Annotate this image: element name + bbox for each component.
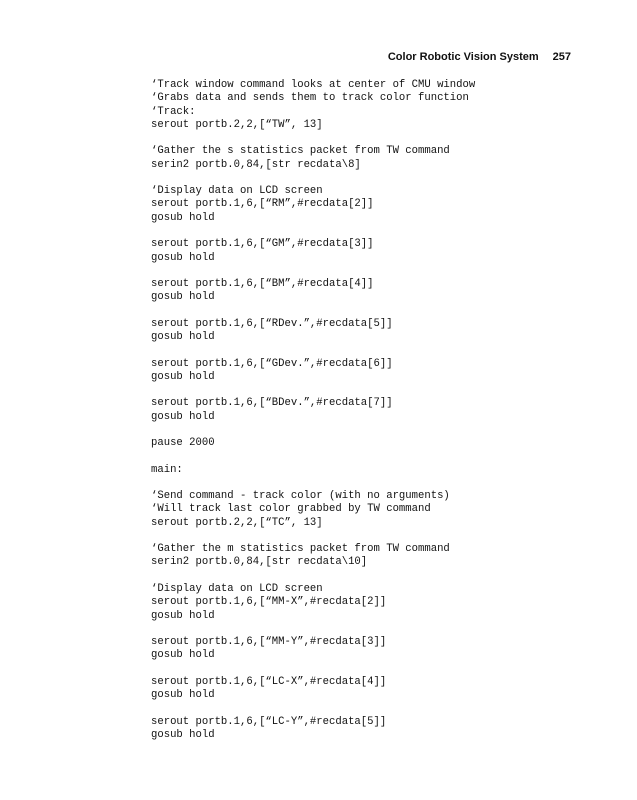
code-line: serout portb.1,6,[“BM”,#recdata[4]] [151,278,374,291]
page-header [388,51,571,63]
code-line: serout portb.1,6,[“MM-Y”,#recdata[3]] [151,636,387,649]
code-line: ‘Gather the s statistics packet from TW command [151,145,450,158]
code-line: serout portb.2,2,[“TC”, 13] [151,516,323,529]
running-title: Color Robotic Vision System [387,51,539,63]
code-line: ‘Track window command looks at center of CMU window [151,79,476,91]
code-block [151,278,475,305]
code-line: ‘Display data on LCD screen [151,185,323,198]
code-block [151,238,475,265]
code-line: serin2 portb.0,84,[str recdata\10] [151,556,368,569]
code-line: ‘Track: [151,105,196,118]
code-line: ‘Display data on LCD screen [151,582,323,595]
code-block [151,358,475,385]
code-listing [151,79,475,755]
code-line: gosub hold [151,331,215,344]
code-line: ‘Will track last color grabbed by TW command [151,503,431,516]
code-line: pause 2000 [151,437,215,450]
code-block [151,318,475,345]
code-line: gosub hold [151,211,215,224]
code-line: serout portb.1,6,[“MM-X”,#recdata[2]] [151,596,387,609]
code-line: serin2 portb.0,84,[str recdata\8] [151,158,361,171]
code-line: ‘Send command - track color (with no arguments) [151,490,450,503]
code-line: serout portb.1,6,[“LC-Y”,#recdata[5]] [151,715,387,728]
code-block [151,185,475,225]
code-line: gosub hold [151,370,215,383]
code-block [151,676,475,703]
code-line: serout portb.1,6,[“LC-X”,#recdata[4]] [151,675,387,688]
code-line: gosub hold [151,251,215,264]
code-line: serout portb.1,6,[“RDev.”,#recdata[5]] [151,317,393,330]
code-block [151,716,475,743]
code-block [151,79,475,132]
code-line: gosub hold [151,728,215,741]
code-block [151,636,475,663]
code-line: ‘Grabs data and sends them to track color function [151,92,469,105]
code-line: serout portb.1,6,[“GM”,#recdata[3]] [151,238,374,251]
code-block [151,543,475,570]
code-line: serout portb.1,6,[“GDev.”,#recdata[6]] [151,357,393,370]
code-line: gosub hold [151,291,215,304]
code-line: serout portb.1,6,[“BDev.”,#recdata[7]] [151,397,393,410]
code-block [151,437,475,450]
code-block [151,490,475,530]
code-line: serout portb.1,6,[“RM”,#recdata[2]] [151,198,374,211]
code-line: gosub hold [151,609,215,622]
code-line: gosub hold [151,689,215,702]
code-block [151,464,475,477]
page-number: 257 [552,51,571,63]
code-line: serout portb.2,2,[“TW”, 13] [151,118,323,131]
code-block [151,145,475,172]
code-block [151,583,475,623]
code-line: main: [151,463,183,476]
code-block [151,397,475,424]
code-line: gosub hold [151,410,215,423]
code-line: gosub hold [151,649,215,662]
code-line: ‘Gather the m statistics packet from TW command [151,543,450,556]
